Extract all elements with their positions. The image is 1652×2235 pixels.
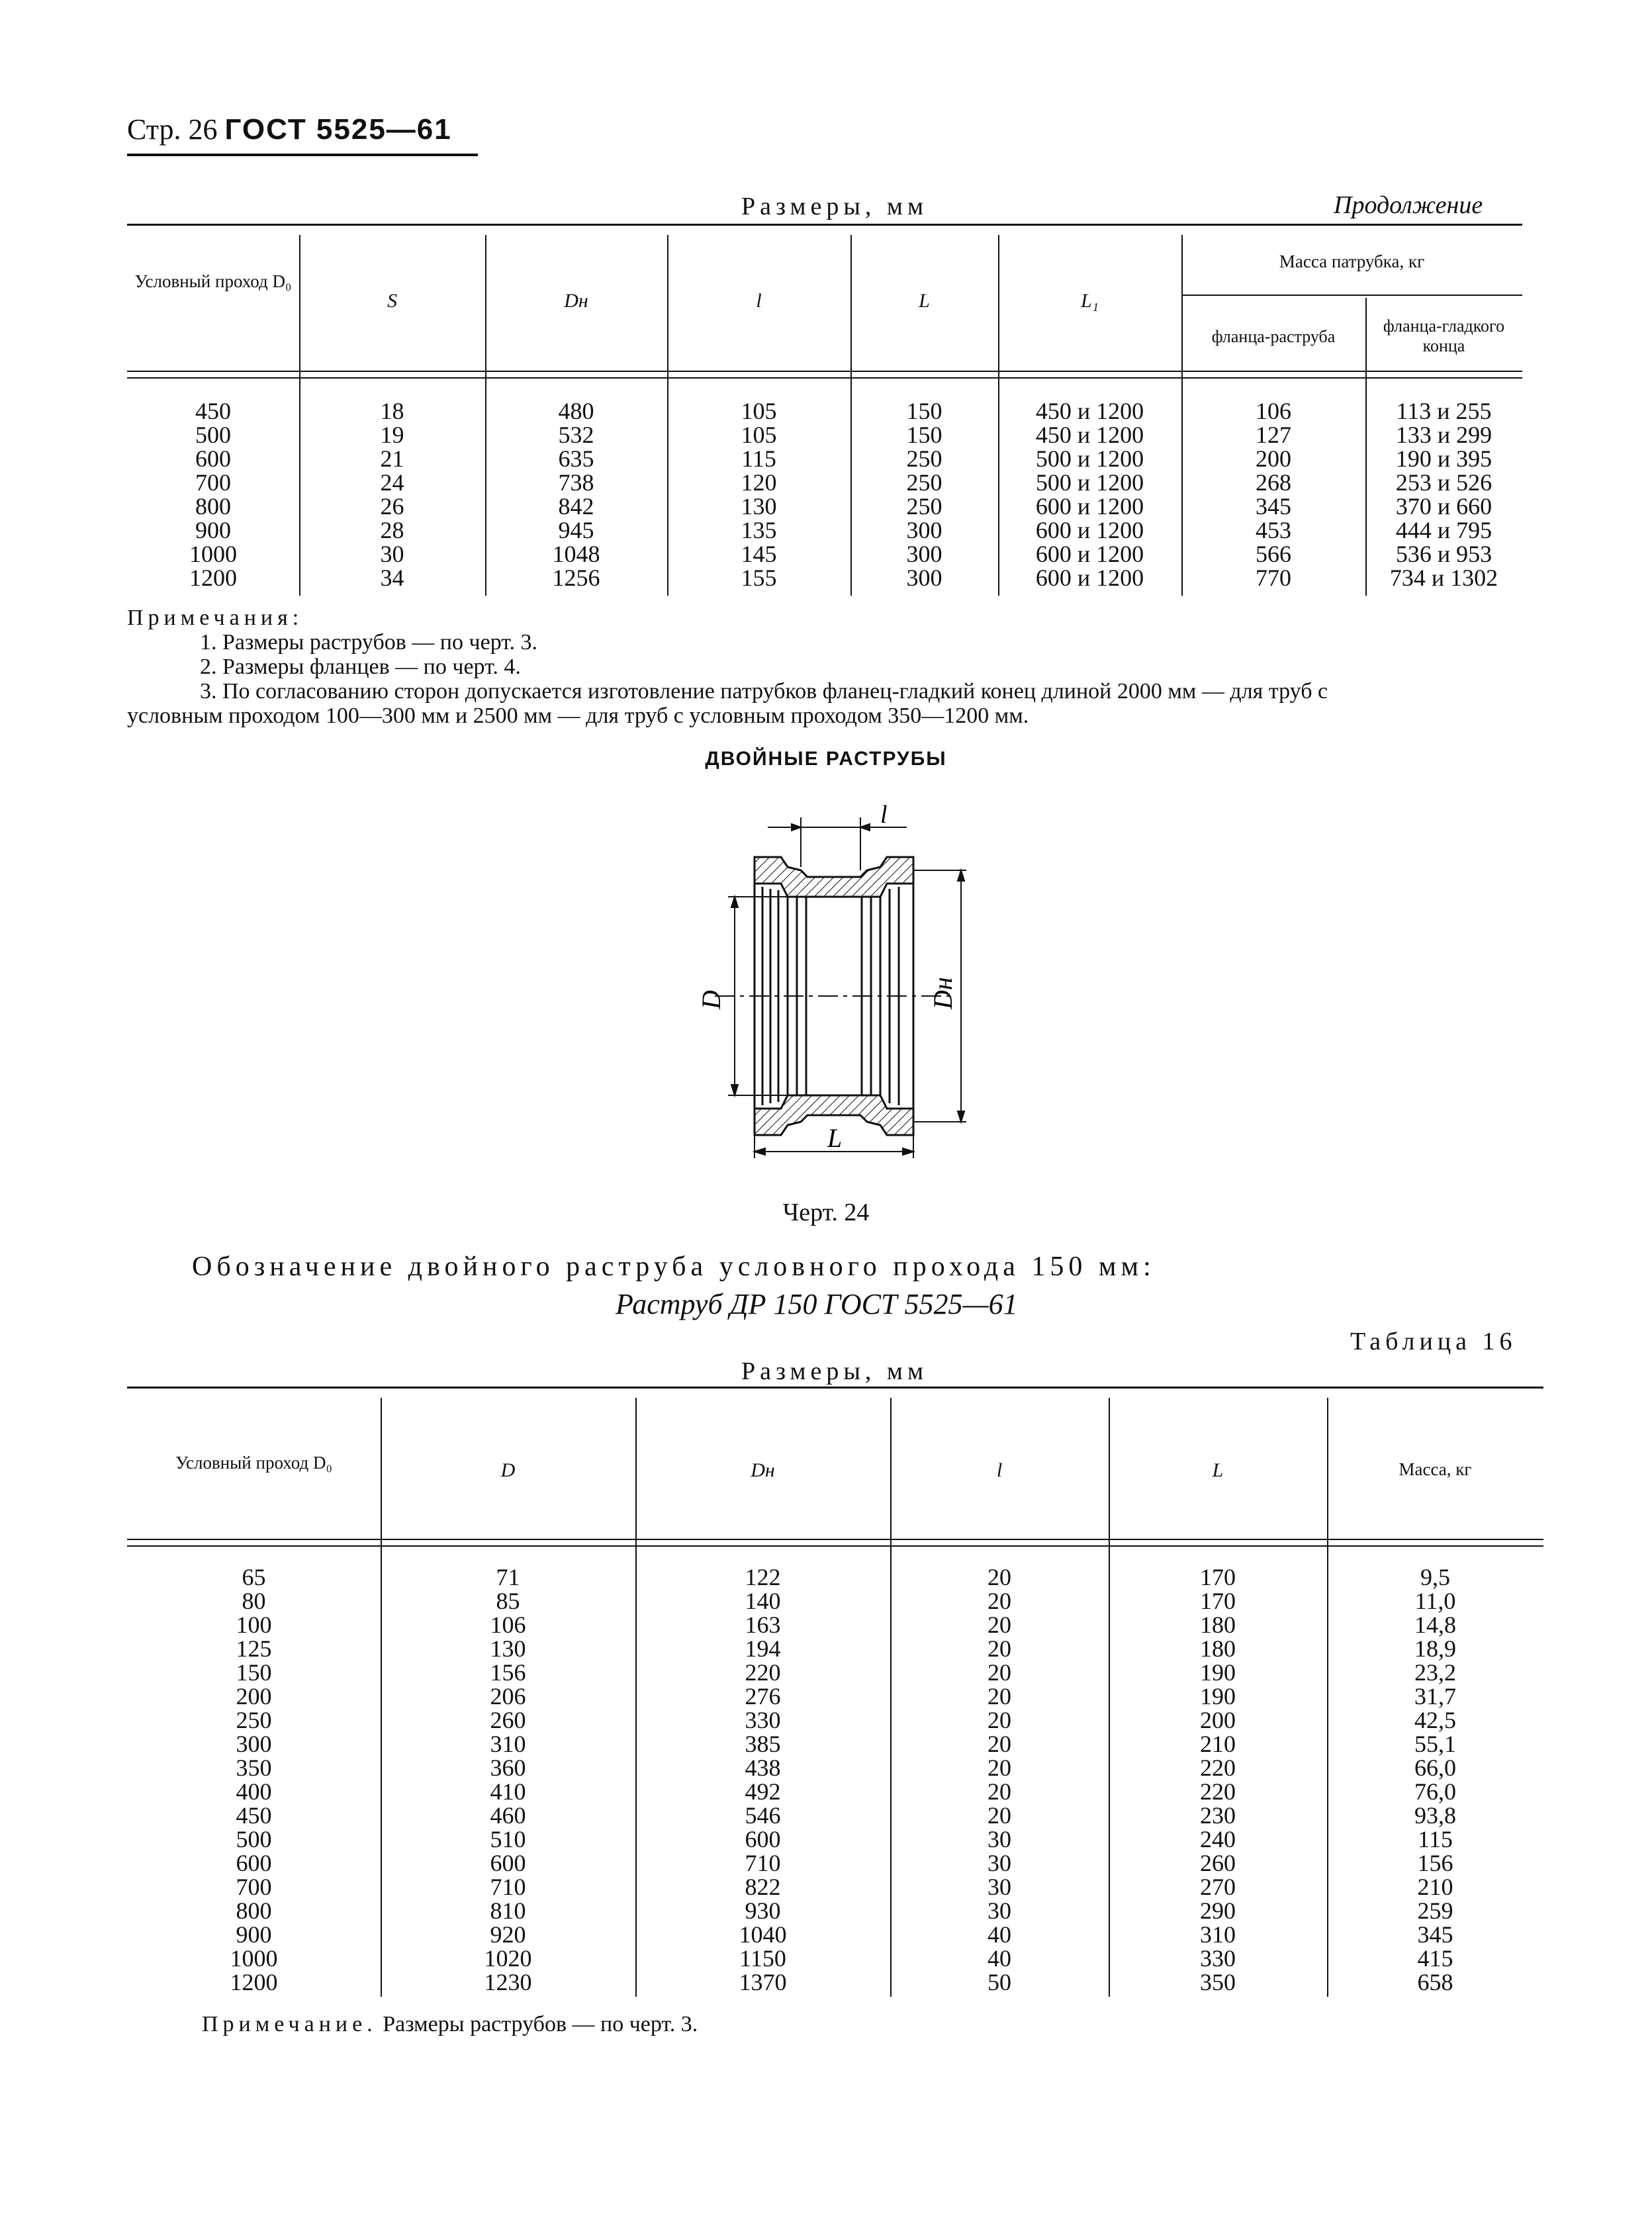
table-cell: 290: [1200, 1897, 1236, 1924]
header-rule: [127, 154, 478, 156]
table-cell: 230: [1200, 1802, 1236, 1829]
table-row: [127, 1970, 1543, 1994]
table-cell: 133 и 299: [1395, 422, 1492, 448]
table-cell: 40: [987, 1921, 1011, 1948]
table-cell: 360: [490, 1755, 526, 1781]
page-number: Стр. 26: [127, 113, 218, 146]
table-cell: 155: [741, 565, 777, 591]
table-cell: 250: [236, 1707, 272, 1733]
table-cell: 900: [195, 517, 231, 543]
table-cell: 150: [906, 422, 942, 448]
table-cell: 66,0: [1414, 1755, 1456, 1781]
table-cell: 93,8: [1414, 1802, 1456, 1829]
table-row: [127, 1803, 1543, 1827]
table-row: [127, 1851, 1543, 1875]
table-cell: 500 и 1200: [1035, 469, 1144, 496]
table-cell: 50: [987, 1969, 1011, 1995]
table-cell: 1370: [739, 1969, 787, 1995]
table-cell: 20: [987, 1755, 1011, 1781]
label-l: l: [880, 801, 888, 829]
table-cell: 240: [1200, 1826, 1236, 1852]
table-cell: 1000: [189, 541, 237, 567]
designation-example: Раструб ДР 150 ГОСТ 5525—61: [616, 1288, 1018, 1320]
table-cell: 18,9: [1414, 1635, 1456, 1662]
table-cell: 30: [987, 1850, 1011, 1876]
table-cell: 300: [906, 517, 942, 543]
table-cell: 206: [490, 1683, 526, 1710]
table-cell: 385: [745, 1731, 781, 1757]
table16-header-mass: Масса, кг: [1399, 1459, 1472, 1479]
table16-header-do: Условный проход D₀: [175, 1453, 332, 1473]
table-cell: 19: [380, 422, 404, 448]
table-cell: 105: [741, 422, 777, 448]
table-cell: 1256: [552, 565, 600, 591]
table-cell: 250: [906, 469, 942, 496]
table-cell: 480: [558, 398, 594, 424]
table16-units: Размеры, мм: [741, 1357, 929, 1385]
table-cell: 930: [745, 1897, 781, 1924]
table-cell: 822: [745, 1874, 781, 1900]
table-cell: 900: [236, 1921, 272, 1948]
table-cell: 250: [906, 493, 942, 520]
table-cell: 600: [236, 1850, 272, 1876]
table-row: [127, 1875, 1543, 1899]
table15-header-dn: Dн: [564, 290, 588, 312]
table-cell: 276: [745, 1683, 781, 1710]
table15-header-mass-plain: фланца-гладкого конца: [1383, 316, 1505, 355]
table-cell: 370 и 660: [1395, 493, 1492, 520]
table-cell: 40: [987, 1945, 1011, 1972]
table-row: [127, 471, 1522, 494]
table-cell: 11,0: [1414, 1588, 1456, 1614]
notes1-item: условным проходом 100—300 мм и 2500 мм — для труб с условным проходом 350—1200 мм.: [127, 704, 1029, 728]
table-cell: 34: [380, 565, 404, 591]
table-cell: 23,2: [1414, 1659, 1456, 1686]
label-L: L: [827, 1123, 843, 1153]
table-cell: 145: [741, 541, 777, 567]
table-cell: 310: [490, 1731, 526, 1757]
table-cell: 253 и 526: [1395, 469, 1492, 496]
table-cell: 106: [1256, 398, 1291, 424]
table-cell: 30: [987, 1826, 1011, 1852]
table-row: [127, 399, 1522, 423]
table-cell: 76,0: [1414, 1778, 1456, 1805]
table-cell: 85: [496, 1588, 520, 1614]
table-cell: 190 и 395: [1395, 445, 1492, 472]
table15-mass-rule: [1181, 295, 1522, 296]
table-cell: 55,1: [1414, 1731, 1456, 1757]
table-cell: 1020: [484, 1945, 532, 1972]
table16-label: Таблица 16: [1350, 1328, 1517, 1355]
notes1: [127, 606, 1328, 728]
table-cell: 700: [236, 1874, 272, 1900]
table-cell: 106: [490, 1612, 526, 1638]
table-cell: 125: [236, 1635, 272, 1662]
table-cell: 20: [987, 1731, 1011, 1757]
table-cell: 1048: [552, 541, 600, 567]
table-cell: 1040: [739, 1921, 787, 1948]
table-cell: 1230: [484, 1969, 532, 1995]
table-cell: 150: [236, 1659, 272, 1686]
table-row: [127, 1684, 1543, 1708]
table-cell: 800: [236, 1897, 272, 1924]
table-cell: 71: [496, 1564, 520, 1590]
table-cell: 270: [1200, 1874, 1236, 1900]
table15-header-l: l: [756, 290, 762, 312]
table-cell: 566: [1256, 541, 1291, 567]
note2-lead: Примечание.: [202, 2012, 377, 2036]
table-row: [127, 1637, 1543, 1661]
table-row: [127, 1756, 1543, 1780]
table-cell: 600 и 1200: [1035, 565, 1144, 591]
table-cell: 330: [1200, 1945, 1236, 1972]
table-cell: 28: [380, 517, 404, 543]
table15-head-rule-1: [127, 371, 1522, 372]
table15-head-rule-2: [127, 377, 1522, 379]
table-cell: 210: [1200, 1731, 1236, 1757]
table-cell: 42,5: [1414, 1707, 1456, 1733]
table-cell: 658: [1417, 1969, 1453, 1995]
table-cell: 500 и 1200: [1035, 445, 1144, 472]
table-row: [127, 494, 1522, 518]
table16-head-rule-2: [127, 1545, 1543, 1547]
table-cell: 532: [558, 422, 594, 448]
table-cell: 1200: [189, 565, 237, 591]
table-cell: 400: [236, 1778, 272, 1805]
table15-header-do: Условный проход D₀: [134, 271, 292, 291]
note2-text: Размеры раструбов — по черт. 3.: [383, 2012, 698, 2036]
table-cell: 536 и 953: [1395, 541, 1492, 567]
table-cell: 130: [490, 1635, 526, 1662]
table-cell: 9,5: [1420, 1564, 1450, 1590]
table16-top-rule: [127, 1387, 1543, 1389]
table-cell: 220: [745, 1659, 781, 1686]
table-cell: 710: [745, 1850, 781, 1876]
table-row: [127, 423, 1522, 447]
table-cell: 20: [987, 1612, 1011, 1638]
table-cell: 20: [987, 1802, 1011, 1829]
table-cell: 200: [1200, 1707, 1236, 1733]
label-Dn: Dн: [928, 977, 958, 1009]
table-cell: 115: [741, 445, 776, 472]
table-cell: 20: [987, 1683, 1011, 1710]
table-cell: 100: [236, 1612, 272, 1638]
table-cell: 120: [741, 469, 777, 496]
table-cell: 200: [236, 1683, 272, 1710]
table-cell: 1150: [739, 1945, 786, 1972]
table-cell: 492: [745, 1778, 781, 1805]
table-cell: 600: [490, 1850, 526, 1876]
table-cell: 770: [1256, 565, 1291, 591]
table-cell: 310: [1200, 1921, 1236, 1948]
table-cell: 20: [987, 1778, 1011, 1805]
designation-lead: Обозначение двойного раструба условного прохода 150 мм:: [192, 1252, 1156, 1282]
table-cell: 920: [490, 1921, 526, 1948]
table16-header-l: l: [996, 1459, 1003, 1481]
table16-header-D: D: [500, 1459, 516, 1481]
table15-top-rule: [127, 224, 1522, 226]
table-cell: 180: [1200, 1635, 1236, 1662]
table-row: [127, 1732, 1543, 1756]
table-cell: 330: [745, 1707, 781, 1733]
standard-code: ГОСТ 5525—61: [224, 113, 452, 146]
table-cell: 800: [195, 493, 231, 520]
table-cell: 600 и 1200: [1035, 517, 1144, 543]
table16-body: [127, 1565, 1543, 1994]
table-cell: 600 и 1200: [1035, 493, 1144, 520]
table-cell: 20: [987, 1659, 1011, 1686]
table-cell: 510: [490, 1826, 526, 1852]
table15-header-mass-socket: фланца-раструба: [1211, 327, 1336, 346]
table-cell: 444 и 795: [1395, 517, 1492, 543]
notes1-item: 2. Размеры фланцев — по черт. 4.: [200, 655, 521, 679]
table-cell: 300: [906, 541, 942, 567]
table-cell: 546: [745, 1802, 781, 1829]
table-cell: 180: [1200, 1612, 1236, 1638]
table-cell: 156: [1417, 1850, 1453, 1876]
table-cell: 105: [741, 398, 777, 424]
table-cell: 450: [195, 398, 231, 424]
table-cell: 738: [558, 469, 594, 496]
table-cell: 21: [380, 445, 404, 472]
table-cell: 700: [195, 469, 231, 496]
table-cell: 156: [490, 1659, 526, 1686]
table-cell: 635: [558, 445, 594, 472]
table-row: [127, 1565, 1543, 1589]
table15-header-s: S: [387, 290, 397, 312]
table-cell: 250: [906, 445, 942, 472]
table-cell: 600 и 1200: [1035, 541, 1144, 567]
table-row: [127, 1613, 1543, 1637]
table15-units: Размеры, мм: [741, 193, 929, 220]
table-cell: 220: [1200, 1755, 1236, 1781]
table-cell: 24: [380, 469, 404, 496]
table-cell: 945: [558, 517, 594, 543]
table-cell: 194: [745, 1635, 781, 1662]
table-cell: 31,7: [1414, 1683, 1456, 1710]
table-cell: 122: [745, 1564, 781, 1590]
table16-head-rule-1: [127, 1539, 1543, 1540]
table-cell: 810: [490, 1897, 526, 1924]
table-cell: 450 и 1200: [1035, 398, 1144, 424]
table-cell: 113 и 255: [1396, 398, 1492, 424]
table-cell: 1200: [230, 1969, 278, 1995]
table-row: [127, 542, 1522, 566]
table-row: [127, 1708, 1543, 1732]
designation-text: [192, 1251, 1156, 1283]
page-header: [127, 113, 452, 146]
table-cell: 14,8: [1414, 1612, 1456, 1638]
drawing-caption: Черт. 24: [782, 1199, 870, 1226]
notes1-item: 1. Размеры раструбов — по черт. 3.: [200, 630, 538, 655]
table-cell: 300: [906, 565, 942, 591]
table-row: [127, 1946, 1543, 1970]
table-cell: 220: [1200, 1778, 1236, 1805]
table-cell: 600: [195, 445, 231, 472]
table-cell: 1000: [230, 1945, 278, 1972]
table-cell: 20: [987, 1588, 1011, 1614]
table-cell: 500: [236, 1826, 272, 1852]
table-cell: 26: [380, 493, 404, 520]
notes1-item: 3. По согласованию сторон допускается изготовление патрубков фланец-гладкий конец длиной 2000 мм — для труб с: [200, 679, 1328, 704]
table15-header-L: L: [919, 290, 930, 312]
table-cell: 20: [987, 1564, 1011, 1590]
table-cell: 115: [1418, 1826, 1453, 1852]
table-cell: 300: [236, 1731, 272, 1757]
table-cell: 200: [1256, 445, 1291, 472]
table-cell: 460: [490, 1802, 526, 1829]
table15-header-L1: L₁: [1080, 290, 1099, 312]
table-cell: 130: [741, 493, 777, 520]
table-cell: 259: [1417, 1897, 1453, 1924]
table-cell: 710: [490, 1874, 526, 1900]
table-cell: 190: [1200, 1659, 1236, 1686]
section-title: ДВОЙНЫЕ РАСТРУБЫ: [705, 748, 947, 770]
table-cell: 410: [490, 1778, 526, 1805]
table-cell: 163: [745, 1612, 781, 1638]
table-cell: 20: [987, 1707, 1011, 1733]
table-cell: 150: [906, 398, 942, 424]
table-cell: 127: [1256, 422, 1291, 448]
table15-body: [127, 399, 1522, 590]
table-row: [127, 518, 1522, 542]
table-cell: 65: [242, 1564, 266, 1590]
table-row: [127, 1780, 1543, 1803]
table-cell: 345: [1417, 1921, 1453, 1948]
table-row: [127, 1827, 1543, 1851]
label-D: D: [696, 990, 726, 1009]
table-row: [127, 1923, 1543, 1946]
table16-header-dn: Dн: [751, 1459, 775, 1481]
table-cell: 260: [490, 1707, 526, 1733]
table-cell: 350: [236, 1755, 272, 1781]
table-cell: 734 и 1302: [1389, 565, 1498, 591]
table-row: [127, 566, 1522, 590]
table-cell: 450 и 1200: [1035, 422, 1144, 448]
table-cell: 500: [195, 422, 231, 448]
table-row: [127, 1899, 1543, 1923]
table-cell: 135: [741, 517, 777, 543]
table-cell: 140: [745, 1588, 781, 1614]
table-cell: 268: [1256, 469, 1291, 496]
table15-header-mass: Масса патрубка, кг: [1279, 251, 1425, 271]
notes1-title: Примечания:: [127, 606, 304, 630]
table-cell: 210: [1417, 1874, 1453, 1900]
table-cell: 260: [1200, 1850, 1236, 1876]
table-cell: 350: [1200, 1969, 1236, 1995]
table-cell: 30: [987, 1874, 1011, 1900]
table-cell: 190: [1200, 1683, 1236, 1710]
table-row: [127, 1661, 1543, 1684]
table16-header-L: L: [1212, 1459, 1224, 1481]
table-cell: 170: [1200, 1588, 1236, 1614]
table-cell: 438: [745, 1755, 781, 1781]
table-cell: 80: [242, 1588, 266, 1614]
table-cell: 170: [1200, 1564, 1236, 1590]
table-cell: 450: [236, 1802, 272, 1829]
table-cell: 20: [987, 1635, 1011, 1662]
table15-continuation: Продолжение: [1334, 191, 1483, 219]
table-cell: 600: [745, 1826, 781, 1852]
table-cell: 453: [1256, 517, 1291, 543]
table-row: [127, 1589, 1543, 1613]
table-row: [127, 447, 1522, 471]
table-cell: 18: [380, 398, 404, 424]
table-cell: 30: [987, 1897, 1011, 1924]
double-socket-drawing: [688, 798, 993, 1168]
table-cell: 415: [1417, 1945, 1453, 1972]
table-cell: 345: [1256, 493, 1291, 520]
table-cell: 30: [380, 541, 404, 567]
table-cell: 842: [558, 493, 594, 520]
note2: [202, 2012, 698, 2036]
